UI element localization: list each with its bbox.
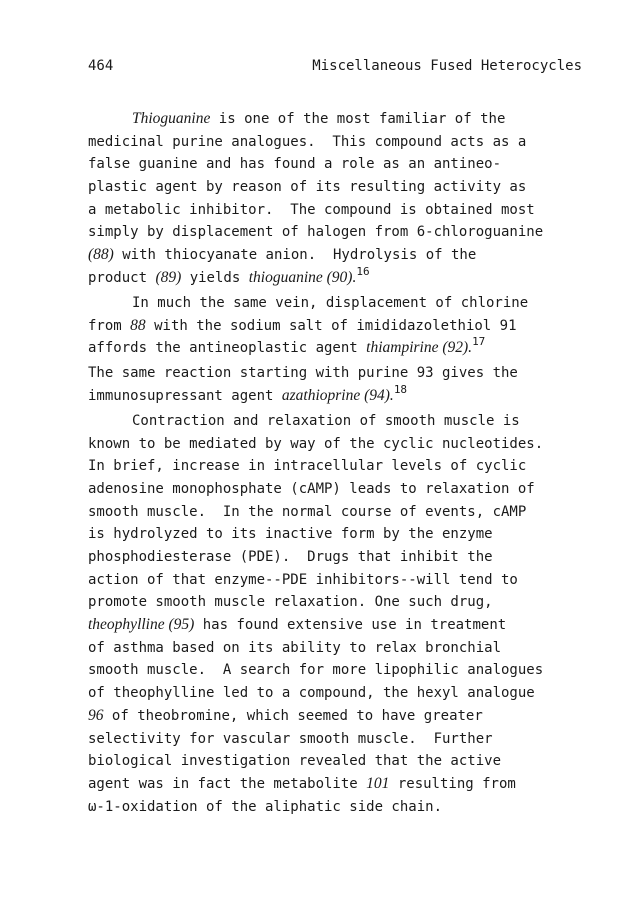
text-line: [88, 478, 588, 501]
text-run: false guanine and has found a role as an antineo-: [88, 156, 502, 173]
text-run: adenosine monophosphate (cAMP) leads to relaxation of: [88, 480, 535, 497]
text-line: [88, 433, 588, 456]
text-run: biological investigation revealed that the active: [88, 753, 502, 770]
text-run: smooth muscle. A search for more lipophilic analogues: [88, 662, 544, 679]
italic-term: (89): [155, 268, 182, 286]
italic-term: theophylline (95): [88, 616, 195, 634]
text-line: [88, 153, 588, 176]
text-run: resulting from: [389, 775, 516, 792]
text-run: yields: [181, 269, 249, 286]
text-line: [88, 292, 588, 315]
text-line: [88, 382, 588, 410]
text-line: [88, 728, 588, 751]
text-line: [88, 591, 588, 614]
text-run: is one of the most familiar of the: [210, 111, 506, 127]
text-run: from: [88, 317, 131, 334]
italic-term: 96: [88, 706, 104, 724]
text-run: medicinal purine analogues. This compound acts as a: [88, 133, 527, 150]
text-run: simply by displacement of halogen from 6-chloroguanine: [88, 224, 544, 241]
text-line: [88, 131, 588, 154]
text-run: with the sodium salt of imididazolethiol 91: [145, 317, 517, 334]
italic-term: 101: [366, 774, 390, 792]
reference-superscript: 16: [356, 264, 370, 278]
text-run: of asthma based on its ability to relax bronchial: [88, 639, 502, 656]
text-run: immunosupressant agent: [88, 387, 282, 404]
text-line: [88, 682, 588, 705]
text-line: [88, 501, 588, 524]
text-line: [88, 455, 588, 478]
italic-term: 88: [130, 316, 146, 334]
text-line: [88, 523, 588, 546]
page-number: 464: [88, 58, 114, 74]
text-line: [88, 264, 588, 292]
text-run: phosphodiesterase (PDE). Drugs that inhibit the: [88, 549, 493, 565]
text-line: [88, 659, 588, 682]
italic-term: thiampirine (92).: [366, 339, 473, 357]
reference-superscript: 18: [393, 382, 408, 396]
text-run: affords the antineoplastic agent: [88, 340, 367, 357]
text-run: a metabolic inhibitor. The compound is obtained most: [88, 201, 535, 218]
body-text: [88, 108, 588, 818]
text-run: is hydrolyzed to its inactive form by the enzyme: [88, 526, 493, 543]
text-line: [88, 221, 588, 244]
text-run: smooth muscle. In the normal course of events, cAMP: [88, 503, 527, 520]
text-run: with thiocyanate anion. Hydrolysis of the: [113, 247, 477, 264]
text-line: [88, 546, 588, 569]
text-line: [88, 750, 588, 773]
running-title: Miscellaneous Fused Heterocycles: [312, 58, 582, 74]
text-line: [88, 796, 588, 819]
text-line: [88, 244, 588, 267]
text-run: The same reaction starting with purine 93 gives the: [88, 365, 518, 382]
text-line: [88, 705, 588, 728]
text-line: [88, 569, 588, 592]
text-run: In much the same vein, displacement of chlorine: [132, 294, 529, 311]
running-header: [88, 58, 582, 74]
text-run: promote smooth muscle relaxation. One such drug,: [88, 594, 493, 611]
text-line: [88, 410, 588, 433]
text-run: has found extensive use in treatment: [194, 617, 507, 634]
text-line: [88, 773, 588, 796]
text-line: [88, 337, 588, 362]
italic-term: Thioguanine: [132, 110, 211, 127]
text-run: product: [88, 269, 156, 286]
text-run: of theophylline led to a compound, the hexyl analogue: [88, 685, 535, 702]
text-run: ω-1-oxidation of the aliphatic side chain.: [88, 798, 443, 815]
text-run: known to be mediated by way of the cyclic nucleotides.: [88, 435, 544, 452]
text-run: Contraction and relaxation of smooth muscle is: [132, 412, 520, 429]
text-line: [88, 362, 588, 385]
text-run: In brief, increase in intracellular levels of cyclic: [88, 458, 527, 475]
text-line: [88, 176, 588, 199]
text-line: [88, 614, 588, 637]
text-line: [88, 637, 588, 660]
text-run: action of that enzyme--PDE inhibitors--will tend to: [88, 571, 518, 588]
italic-term: thioguanine (90).: [248, 268, 357, 286]
reference-superscript: 17: [472, 335, 486, 349]
italic-term: (88): [88, 246, 114, 264]
text-run: plastic agent by reason of its resulting activity as: [88, 179, 527, 196]
text-line: [88, 199, 588, 222]
text-run: of theobromine, which seemed to have greater: [103, 707, 483, 724]
text-run: agent was in fact the metabolite: [88, 775, 367, 792]
text-line: [88, 108, 588, 131]
text-run: selectivity for vascular smooth muscle. Further: [88, 730, 493, 747]
italic-term: azathioprine (94).: [281, 386, 394, 404]
text-line: [88, 315, 588, 338]
